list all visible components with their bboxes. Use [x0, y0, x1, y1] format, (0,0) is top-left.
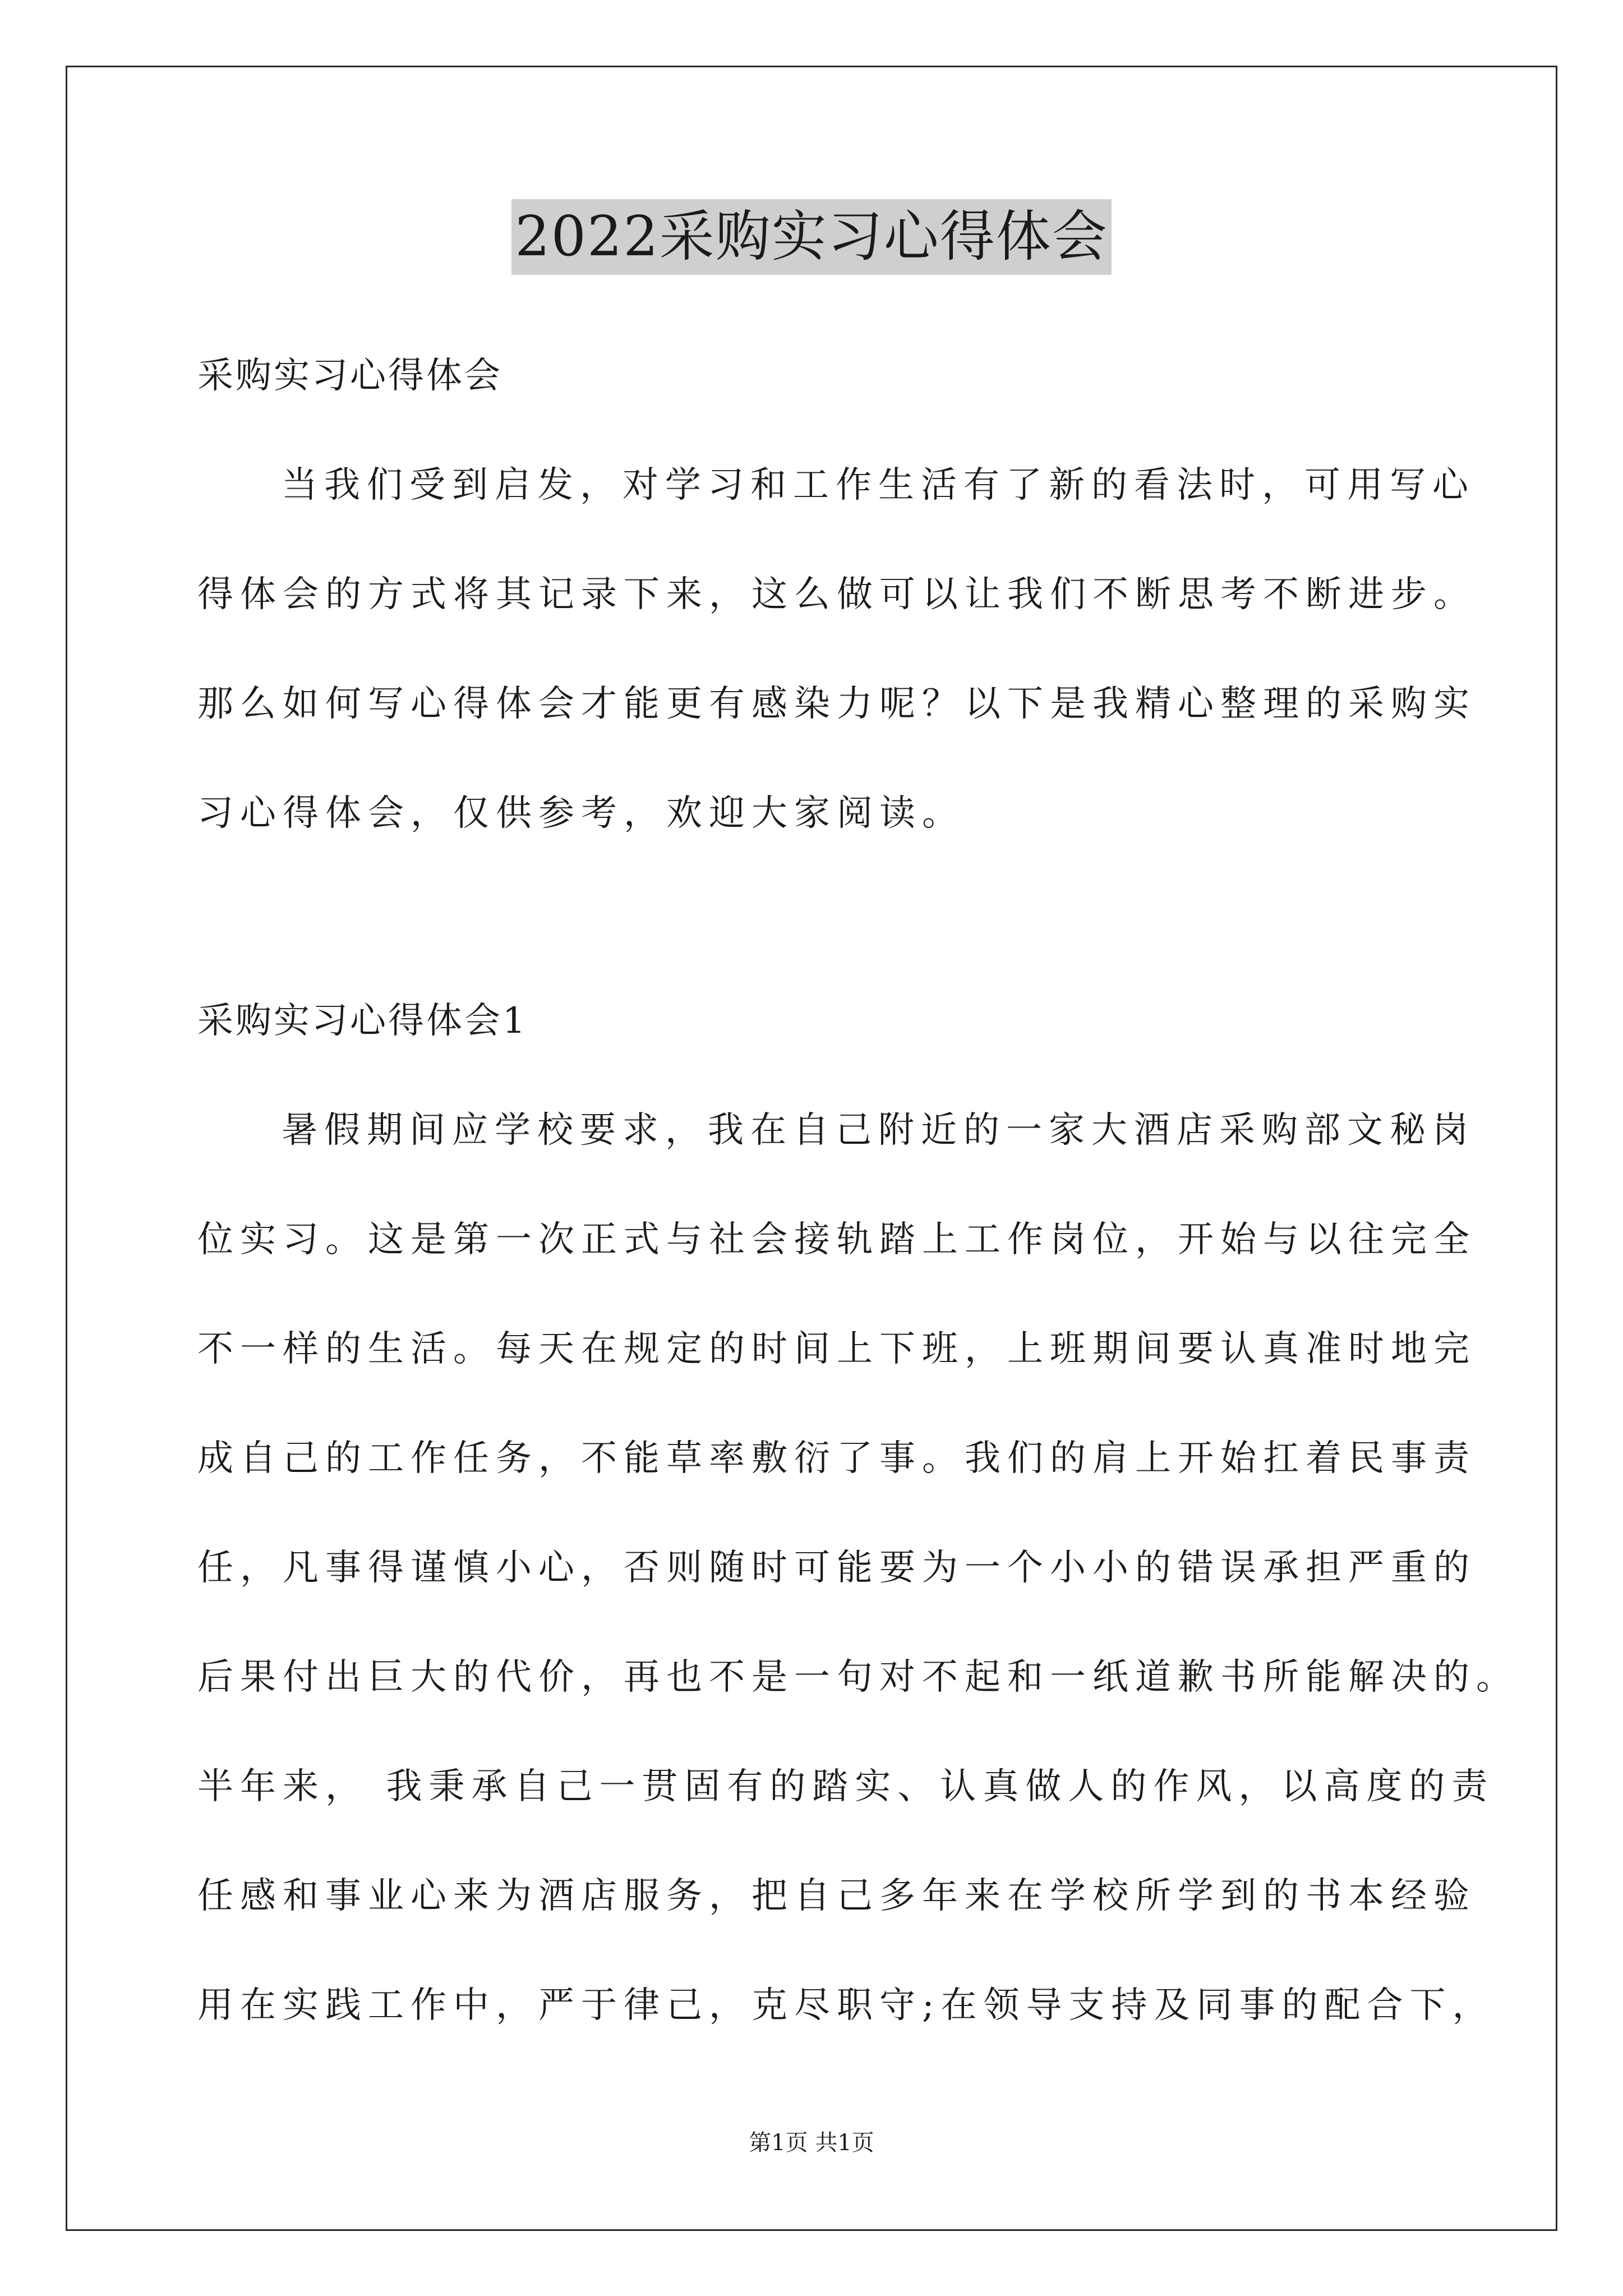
body-line-7: 半年来， 我秉承自己一贯固有的踏实、认真做人的作风，以高度的责: [197, 1766, 1495, 1807]
section-heading: 采购实习心得体会1: [197, 1000, 528, 1042]
body-line-6: 后果付出巨大的代价，再也不是一句对不起和一纸道歉书所能解决的。: [197, 1657, 1519, 1698]
intro-line-2: 得体会的方式将其记录下来，这么做可以让我们不断思考不断进步。: [197, 574, 1476, 615]
document-title: 2022采购实习心得体会: [511, 199, 1111, 275]
intro-line-1: 当我们受到启发，对学习和工作生活有了新的看法时，可用写心: [282, 464, 1475, 506]
intro-line-4: 习心得体会，仅供参考，欢迎大家阅读。: [197, 793, 965, 834]
body-line-3: 不一样的生活。每天在规定的时间上下班，上班期间要认真准时地完: [197, 1328, 1476, 1370]
body-line-2: 位实习。这是第一次正式与社会接轨踏上工作岗位，开始与以往完全: [197, 1219, 1476, 1260]
page-footer: 第1页 共1页: [749, 2130, 874, 2156]
subtitle: 采购实习心得体会: [197, 355, 502, 397]
body-line-9: 用在实践工作中，严于律己，克尽职守;在领导支持及同事的配合下，: [197, 1985, 1495, 2026]
title-container: [0, 199, 1623, 275]
body-line-1: 暑假期间应学校要求，我在自己附近的一家大酒店采购部文秘岗: [282, 1110, 1475, 1151]
body-line-5: 任，凡事得谨慎小心，否则随时可能要为一个小小的错误承担严重的: [197, 1547, 1476, 1589]
intro-line-3: 那么如何写心得体会才能更有感染力呢？以下是我精心整理的采购实: [197, 683, 1476, 725]
body-line-4: 成自己的工作任务，不能草率敷衍了事。我们的肩上开始扛着民事责: [197, 1438, 1476, 1479]
body-line-8: 任感和事业心来为酒店服务，把自己多年来在学校所学到的书本经验: [197, 1875, 1476, 1917]
